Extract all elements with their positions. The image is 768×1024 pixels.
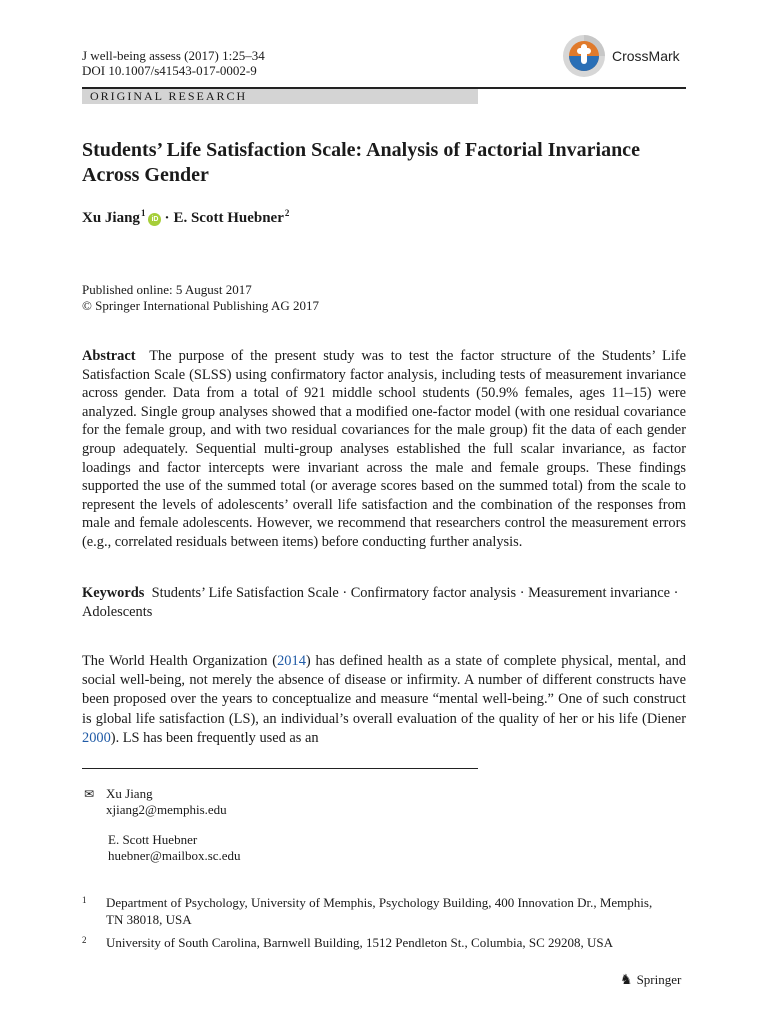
author-affiliation-mark[interactable]: 2: [284, 208, 290, 218]
author-affiliation-mark[interactable]: 1: [140, 208, 146, 218]
body-text: ). LS has been frequently used as an: [110, 729, 319, 746]
abstract: [82, 347, 686, 552]
keywords: [82, 584, 686, 621]
affiliation-text: University of South Carolina, Barnwell Building, 1512 Pendleton St., Columbia, SC 29208, USA: [106, 935, 613, 950]
journal-line: J well-being assess (2017) 1:25–34: [82, 48, 265, 63]
keywords-label: Keywords: [82, 585, 145, 601]
affiliation-number: 2: [82, 935, 87, 945]
body-paragraph: [82, 652, 686, 748]
keywords-text: Students’ Life Satisfaction Scale · Confirmatory factor analysis · Measurement invariance · Adolescents: [82, 585, 679, 620]
affiliation: [82, 934, 686, 951]
orcid-icon[interactable]: iD: [148, 213, 161, 226]
affiliation-number: 1: [82, 895, 87, 905]
body-text: The World Health Organization (: [82, 653, 278, 669]
springer-horse-icon: ♞: [620, 972, 633, 988]
published-date: Published online: 5 August 2017: [82, 282, 252, 297]
crossmark-badge[interactable]: [562, 34, 680, 78]
abstract-text: The purpose of the present study was to test the factor structure of the Students’ Life Satisfaction Scale (SLSS) using confirmatory factor analysis, including tests of measurement invariance across gender. Data from a total of 921 middle school students (50.9% females, ages 11–15) were analyzed. Single group analyses showed that a modified one-factor model (with one residual covariance for the female group, and with two residual covariances for the male group) fit the data of each gender group adequately. Sequential multi-group analyses established the full scalar invariance, as factor loadings and factor intercepts were invariant across the male and female groups. These findings supported the use of the summed total (or average scores based on the summed total) from the scale to represent the levels of adolescents’ overall life satisfaction and the combination of the responses from male and female adolescents. However, we recommend that researchers control the measurement errors (e.g., correlated residuals between items) before conducting further analysis.: [82, 348, 687, 550]
contact-name: E. Scott Huebner: [108, 832, 198, 847]
author-name[interactable]: E. Scott Huebner: [173, 210, 284, 226]
author-list: [82, 210, 289, 227]
affiliation: [82, 894, 686, 928]
copyright-notice: © Springer International Publishing AG 2017: [82, 298, 319, 313]
journal-citation: [82, 48, 265, 78]
article-title: Students’ Life Satisfaction Scale: Analysis of Factorial Invariance Across Gender: [82, 139, 640, 186]
citation-link[interactable]: 2014: [277, 653, 306, 669]
contact-name: Xu Jiang: [106, 786, 153, 801]
footnote-rule: [82, 768, 478, 769]
correspondence-block: [84, 786, 241, 864]
citation-link[interactable]: 2000: [82, 729, 111, 746]
publisher-logo: [620, 972, 681, 988]
crossmark-label: CrossMark: [612, 48, 680, 64]
author-separator: ·: [164, 210, 170, 226]
author-name[interactable]: Xu Jiang: [82, 210, 140, 226]
body-text: ) has defined health as a state of complete physical, mental, and social well-being, not merely the absence of disease or infirmity. A number of different constructs have been proposed over the years to conceptualize and measure “mental well-being.” One of such construct is global life satisfaction (LS), an individual’s overall evaluation of the quality of her or his life (Diener: [82, 653, 686, 727]
section-tag: ORIGINAL RESEARCH: [82, 89, 478, 104]
publisher-name: Springer: [636, 972, 682, 987]
crossmark-icon: [562, 34, 606, 78]
doi-line[interactable]: DOI 10.1007/s41543-017-0002-9: [82, 63, 257, 78]
envelope-icon: ✉: [84, 787, 95, 801]
affiliation-text: Department of Psychology, University of Memphis, Psychology Building, 400 Innovation Dr., Memphis, TN 38018, USA: [106, 895, 653, 927]
abstract-label: Abstract: [82, 348, 136, 364]
contact-email[interactable]: huebner@mailbox.sc.edu: [108, 848, 241, 863]
contact-email[interactable]: xjiang2@memphis.edu: [106, 802, 227, 817]
publication-info: [82, 282, 319, 314]
